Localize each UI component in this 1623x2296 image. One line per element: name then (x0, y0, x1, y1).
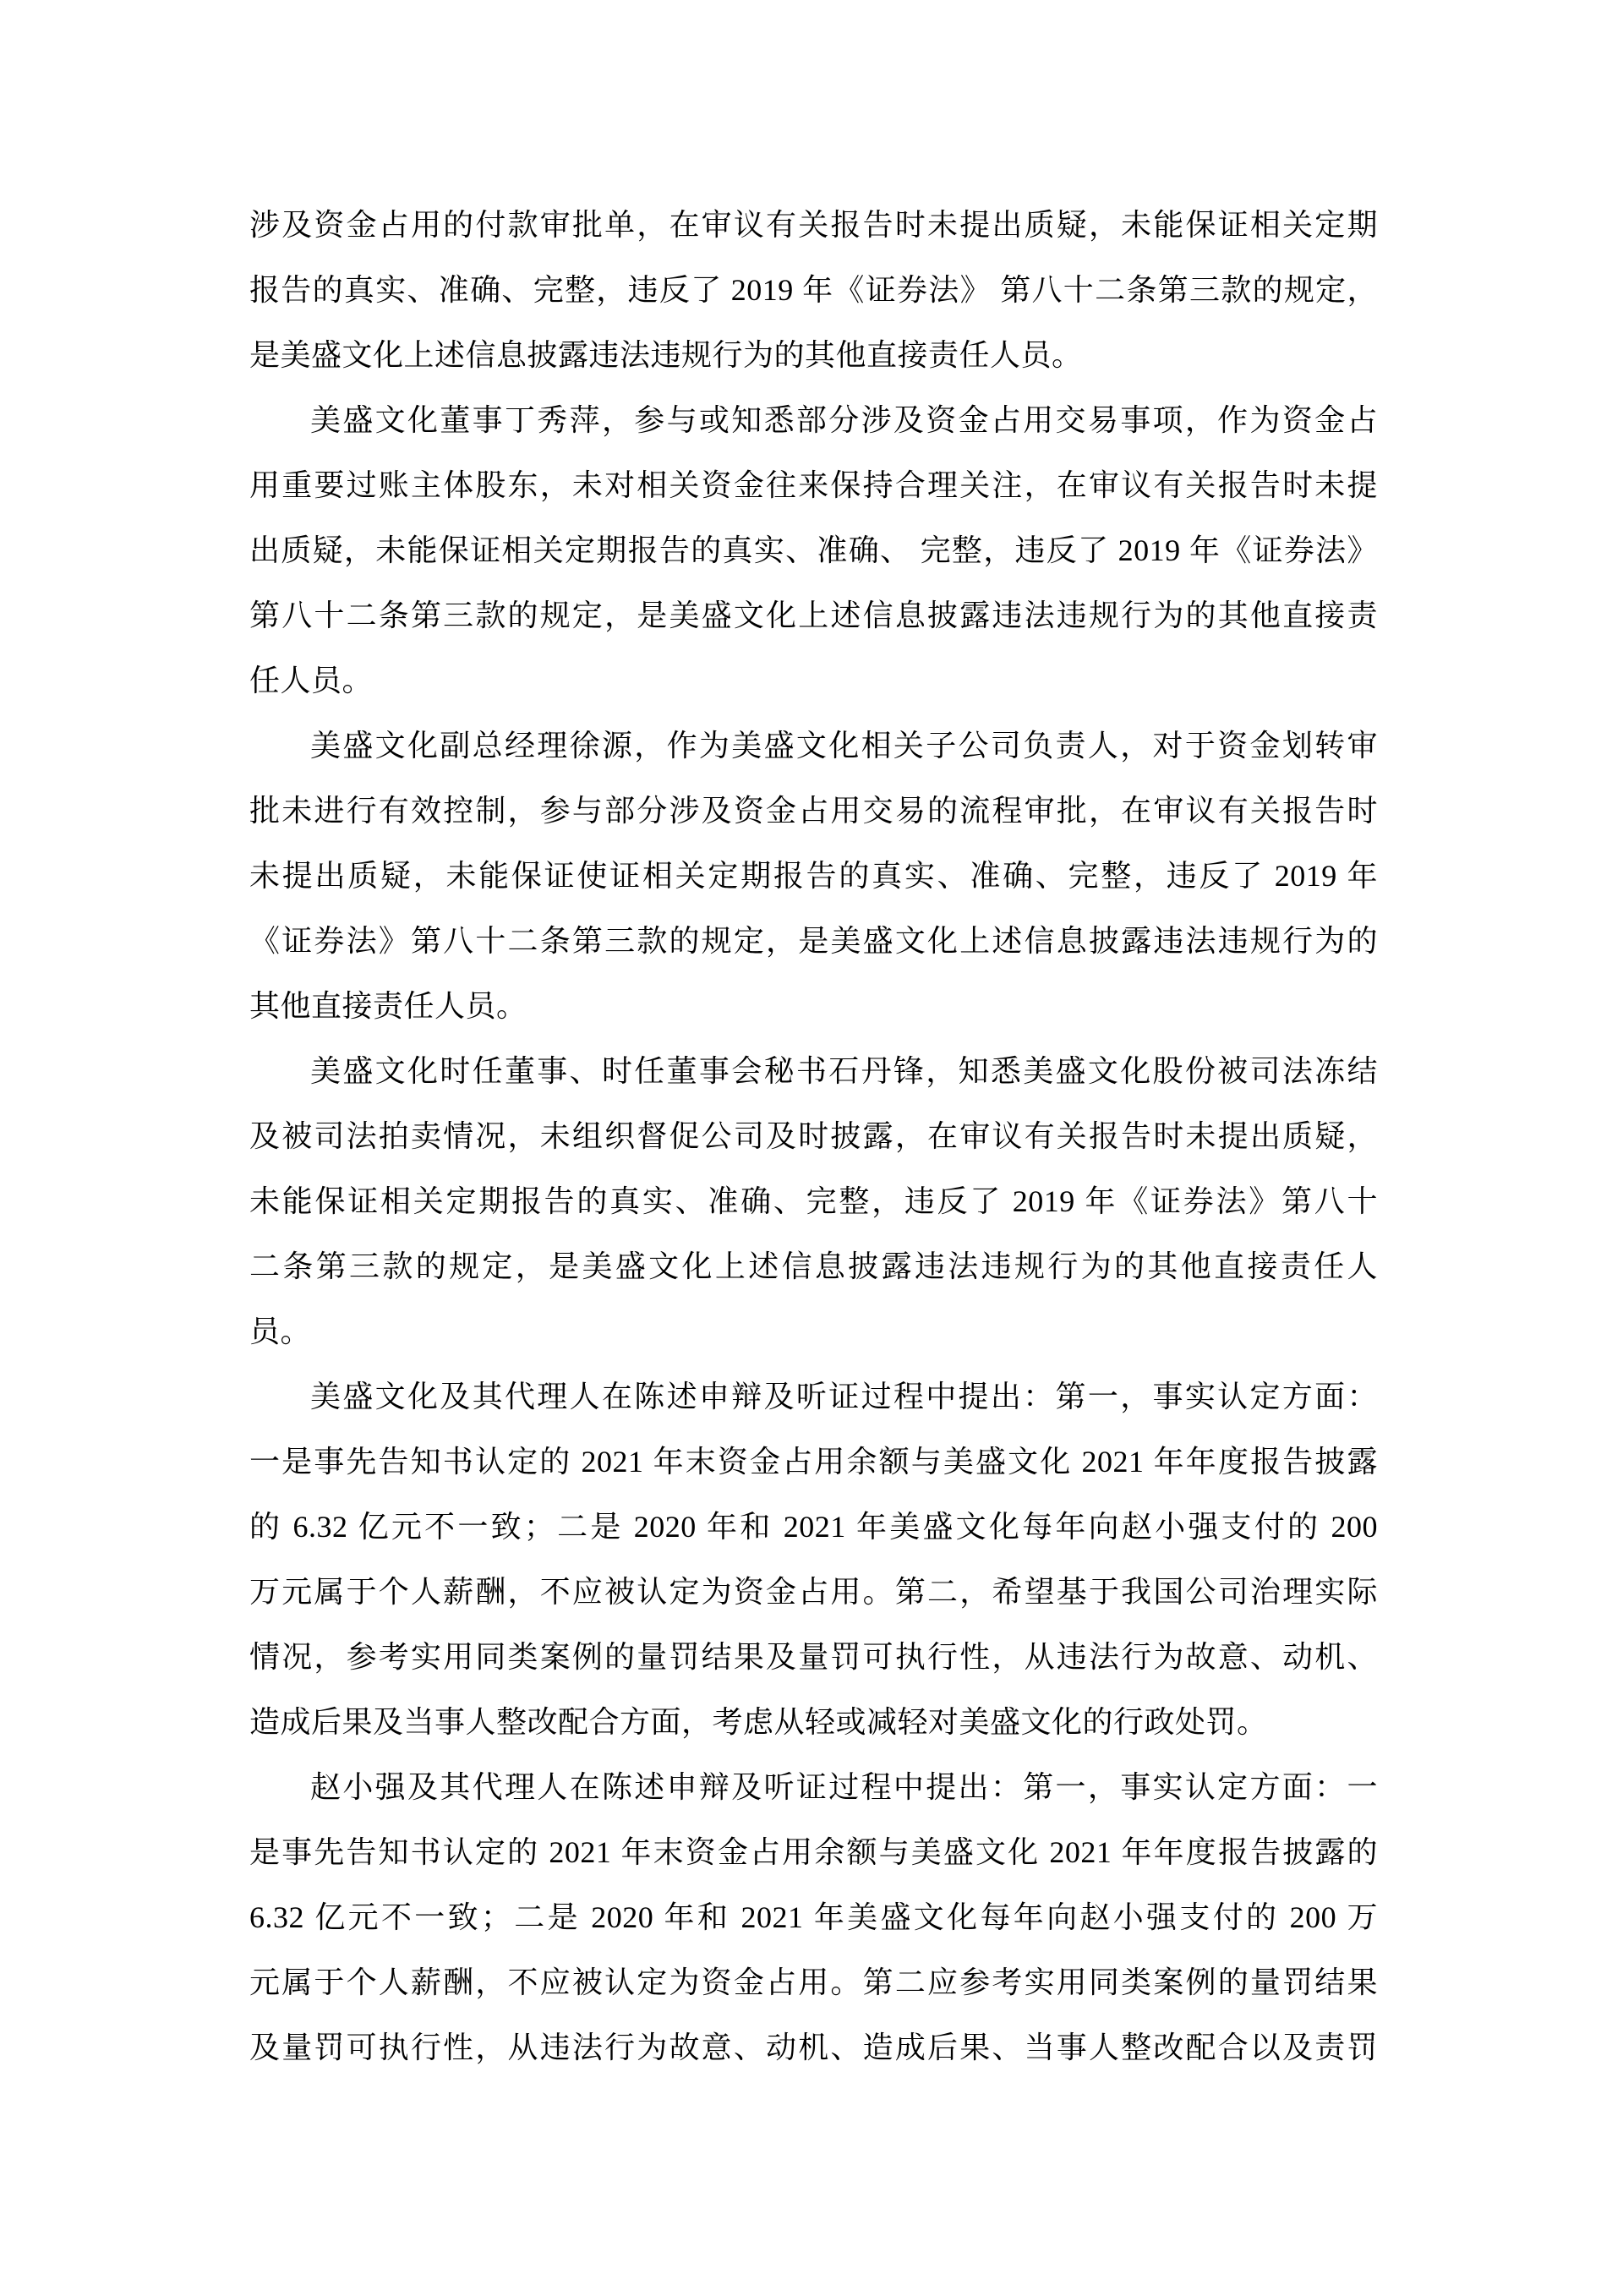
paragraph-line: 是事先告知书认定的 2021 年末资金占用余额与美盛文化 2021 年年度报告披露的 (249, 1835, 1378, 1869)
paragraph-line: 其他直接责任人员。 (249, 989, 527, 1023)
paragraph-line: 未提出质疑，未能保证使证相关定期报告的真实、准确、完整，违反了 2019 年 (249, 859, 1378, 893)
paragraph-line: 未能保证相关定期报告的真实、准确、完整，违反了 2019 年《证券法》第八十 (249, 1184, 1378, 1218)
paragraph (249, 193, 1378, 388)
paragraph-line: 二条第三款的规定，是美盛文化上述信息披露违法违规行为的其他直接责任人 (249, 1249, 1378, 1283)
paragraph-line: 及量罚可执行性，从违法行为故意、动机、造成后果、当事人整改配合以及责罚 (249, 2031, 1378, 2064)
paragraph-line: 用重要过账主体股东，未对相关资金往来保持合理关注，在审议有关报告时未提 (249, 468, 1378, 502)
paragraph-line: 涉及资金占用的付款审批单，在审议有关报告时未提出质疑，未能保证相关定期 (249, 208, 1378, 242)
paragraph-line: 美盛文化时任董事、时任董事会秘书石丹锋，知悉美盛文化股份被司法冻结 (310, 1054, 1378, 1088)
paragraph-line: 是美盛文化上述信息披露违法违规行为的其他直接责任人员。 (249, 338, 1083, 372)
paragraph (249, 1364, 1378, 1755)
paragraph-line: 批未进行有效控制，参与部分涉及资金占用交易的流程审批，在审议有关报告时 (249, 794, 1378, 828)
paragraph-line: 美盛文化及其代理人在陈述申辩及听证过程中提出：第一，事实认定方面： (310, 1380, 1378, 1413)
paragraph-line: 及被司法拍卖情况，未组织督促公司及时披露，在审议有关报告时未提出质疑， (249, 1119, 1378, 1153)
paragraph-line: 造成后果及当事人整改配合方面，考虑从轻或减轻对美盛文化的行政处罚。 (249, 1705, 1268, 1739)
paragraph (249, 388, 1378, 713)
paragraph-line: 情况，参考实用同类案例的量罚结果及量罚可执行性，从违法行为故意、动机、 (249, 1640, 1378, 1674)
paragraph-line: 《证券法》第八十二条第三款的规定，是美盛文化上述信息披露违法违规行为的 (249, 924, 1378, 958)
paragraph (249, 1039, 1378, 1364)
document-body (249, 193, 1378, 2080)
paragraph-line: 任人员。 (249, 664, 374, 697)
paragraph-line: 赵小强及其代理人在陈述申辩及听证过程中提出：第一，事实认定方面：一 (310, 1770, 1378, 1804)
paragraph-line: 出质疑，未能保证相关定期报告的真实、准确、 完整，违反了 2019 年《证券法》 (249, 533, 1378, 567)
paragraph-line: 6.32 亿元不一致；二是 2020 年和 2021 年美盛文化每年向赵小强支付的 200 万 (249, 1900, 1378, 1934)
paragraph (249, 713, 1378, 1039)
paragraph-line: 元属于个人薪酬，不应被认定为资金占用。第二应参考实用同类案例的量罚结果 (249, 1965, 1378, 1999)
paragraph (249, 1755, 1378, 2080)
paragraph-line: 员。 (249, 1315, 312, 1348)
paragraph-line: 美盛文化董事丁秀萍，参与或知悉部分涉及资金占用交易事项，作为资金占 (310, 403, 1378, 437)
paragraph-line: 美盛文化副总经理徐源，作为美盛文化相关子公司负责人，对于资金划转审 (310, 729, 1378, 763)
paragraph-line: 一是事先告知书认定的 2021 年末资金占用余额与美盛文化 2021 年年度报告披露 (249, 1445, 1378, 1479)
paragraph-line: 第八十二条第三款的规定，是美盛文化上述信息披露违法违规行为的其他直接责 (249, 599, 1378, 632)
paragraph-line: 报告的真实、准确、完整，违反了 2019 年《证券法》 第八十二条第三款的规定， (249, 273, 1378, 307)
paragraph-line: 的 6.32 亿元不一致；二是 2020 年和 2021 年美盛文化每年向赵小强支付的 200 (249, 1510, 1378, 1544)
paragraph-line: 万元属于个人薪酬，不应被认定为资金占用。第二，希望基于我国公司治理实际 (249, 1575, 1378, 1609)
